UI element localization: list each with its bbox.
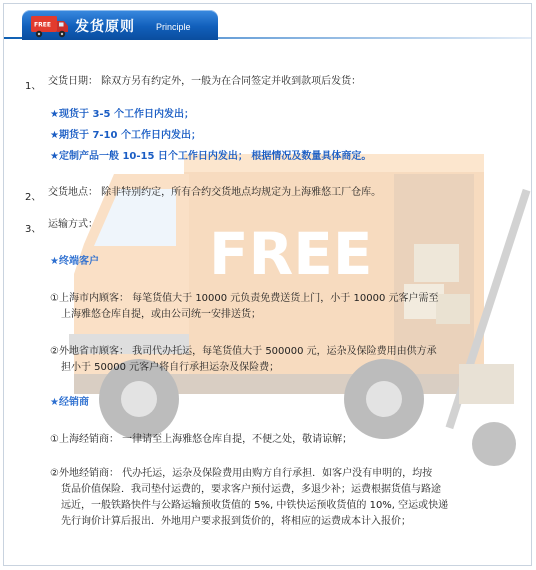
dealer-heading: ★经销商 bbox=[50, 397, 89, 408]
shanghai-customer-line-1: ①上海市内顾客： 每笔货值大于 10000 元负责免费送货上门，小于 10000 元客户需至 bbox=[50, 293, 439, 304]
futures-delivery-item: ★期货于 7-10 个工作日内发出； bbox=[50, 130, 201, 141]
section-3-transport-method: 运输方式： bbox=[48, 219, 98, 230]
truck-free-label: FREE bbox=[209, 220, 373, 288]
shanghai-dealer-line: ①上海经销商： 一律请至上海雅悠仓库自提，不便之处，敬请谅解； bbox=[50, 434, 353, 445]
section-1-delivery-date: 交货日期： 除双方另有约定外，一般为在合同签定并收到款项后发货： bbox=[48, 76, 362, 87]
page-frame bbox=[3, 3, 532, 566]
truck-icon-label: FREE bbox=[34, 21, 51, 29]
shipping-principles-content bbox=[4, 4, 531, 565]
out-of-town-dealer-line-3: 远近，一般铁路快件与公路运输预收货值的 5%, 中铁快运预收货值的 10%, 空运或快递 bbox=[61, 500, 449, 511]
out-of-town-dealer-line-4: 先行询价计算后报出．外地用户要求报到货价的，将相应的运费成本计入报价； bbox=[61, 516, 411, 527]
out-of-town-dealer-line-1: ②外地经销商： 代办托运，运杂及保险费用由购方自行承担．如客户没有申明的，均按 bbox=[50, 468, 433, 479]
custom-product-delivery-item: ★定制产品一般 10-15 日个工作日内发出； 根据情况及数量具体商定。 bbox=[50, 151, 372, 162]
out-of-town-dealer-line-2: 货品价值保险．我司垫付运费的，要求客户预付运费，多退少补；运费根据货值与路途 bbox=[61, 484, 441, 495]
section-title: 发货原则 bbox=[75, 19, 135, 35]
section-subtitle: Principle bbox=[156, 22, 191, 32]
shanghai-customer-line-2: 上海雅悠仓库自提，或由公司统一安排送货； bbox=[61, 309, 261, 320]
terminal-customer-heading: ★终端客户 bbox=[50, 256, 99, 267]
out-of-town-customer-line-1: ②外地省市顾客： 我司代办托运，每笔货值大于 500000 元，运杂及保险费用由供方承 bbox=[50, 346, 437, 357]
section-3-number: 3、 bbox=[25, 224, 42, 235]
section-2-number: 2、 bbox=[25, 192, 42, 203]
section-1-number: 1、 bbox=[25, 81, 42, 92]
section-2-delivery-location: 交货地点： 除非特别约定，所有合约交货地点均规定为上海雅悠工厂仓库。 bbox=[48, 187, 382, 198]
out-of-town-customer-line-2: 担小于 50000 元客户将自行承担运杂及保险费； bbox=[61, 362, 280, 373]
stock-delivery-item: ★现货于 3-5 个工作日内发出； bbox=[50, 109, 194, 120]
